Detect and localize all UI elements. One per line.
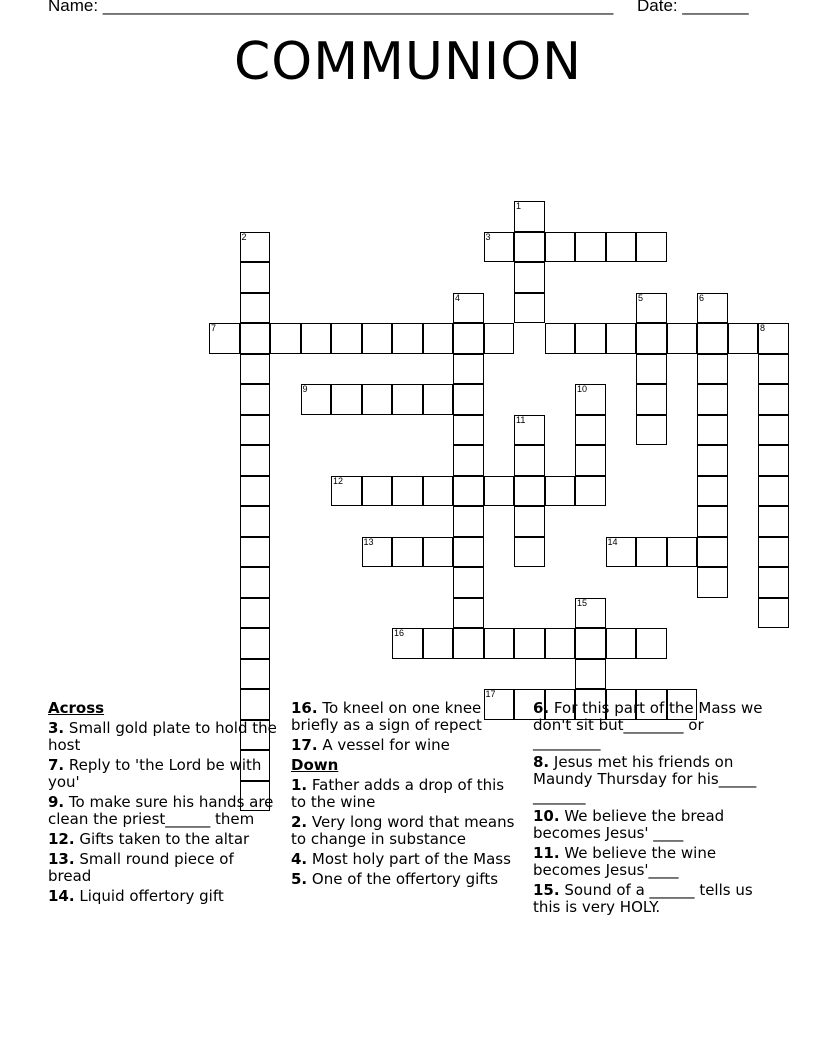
grid-cell[interactable] <box>575 232 606 263</box>
grid-cell[interactable] <box>514 232 545 263</box>
clue-down-10: 10. We believe the bread becomes Jesus' ____ <box>533 807 725 842</box>
grid-cell[interactable] <box>697 415 728 446</box>
grid-cell[interactable] <box>545 323 576 354</box>
clue-number: 13 <box>363 536 374 547</box>
clue-number: 12 <box>333 475 344 486</box>
grid-cell[interactable] <box>362 384 393 415</box>
grid-cell[interactable] <box>270 323 301 354</box>
clue-down-6: 6. For this part of the Mass we don't sit but________ or _________ <box>533 699 763 751</box>
grid-cell[interactable] <box>453 598 484 629</box>
grid-cell[interactable] <box>758 415 789 446</box>
grid-cell[interactable] <box>453 354 484 385</box>
grid-cell[interactable] <box>575 659 606 690</box>
grid-cell[interactable] <box>453 567 484 598</box>
date-line[interactable]: _______ <box>682 0 749 15</box>
grid-cell[interactable] <box>240 567 271 598</box>
grid-cell[interactable] <box>240 506 271 537</box>
grid-cell[interactable] <box>636 323 667 354</box>
grid-cell[interactable] <box>484 323 515 354</box>
grid-cell[interactable] <box>453 293 484 324</box>
grid-cell[interactable] <box>484 232 515 263</box>
grid-cell[interactable] <box>758 384 789 415</box>
clue-down-15: 15. Sound of a ______ tells us this is very HOLY. <box>533 881 753 916</box>
clue-number: 2 <box>241 231 247 242</box>
grid-cell[interactable] <box>667 323 698 354</box>
grid-cell[interactable] <box>362 476 393 507</box>
grid-cell[interactable] <box>240 476 271 507</box>
grid-cell[interactable] <box>423 384 454 415</box>
grid-cell[interactable] <box>240 659 271 690</box>
grid-cell[interactable] <box>484 476 515 507</box>
grid-cell[interactable] <box>240 232 271 263</box>
grid-cell[interactable] <box>514 628 545 659</box>
grid-cell[interactable] <box>331 384 362 415</box>
grid-cell[interactable] <box>423 476 454 507</box>
clue-number: 15 <box>577 597 588 608</box>
grid-cell[interactable] <box>697 445 728 476</box>
grid-cell[interactable] <box>575 476 606 507</box>
grid-cell[interactable] <box>240 628 271 659</box>
grid-cell[interactable] <box>758 323 789 354</box>
clue-column-3 <box>533 700 765 919</box>
grid-cell[interactable] <box>697 567 728 598</box>
clue-number: 6 <box>699 292 705 303</box>
grid-cell[interactable] <box>697 293 728 324</box>
grid-cell[interactable] <box>758 445 789 476</box>
clue-column-1 <box>48 700 280 908</box>
clue-down-2: 2. Very long word that means to change in substance <box>291 813 515 848</box>
grid-cell[interactable] <box>453 445 484 476</box>
grid-cell[interactable] <box>240 323 271 354</box>
clue-column-2 <box>291 700 523 891</box>
clue-across-14: 14. Liquid offertory gift <box>48 887 224 905</box>
name-line[interactable]: ______________________________________________________ <box>102 0 614 15</box>
grid-cell[interactable] <box>758 598 789 629</box>
clue-number: 4 <box>455 292 461 303</box>
clue-number: 3 <box>485 231 491 242</box>
grid-cell[interactable] <box>606 537 637 568</box>
clue-number: 5 <box>638 292 644 303</box>
grid-cell[interactable] <box>697 323 728 354</box>
grid-cell[interactable] <box>758 506 789 537</box>
grid-cell[interactable] <box>514 506 545 537</box>
grid-cell[interactable] <box>697 354 728 385</box>
clue-number: 17 <box>485 689 496 699</box>
grid-cell[interactable] <box>392 537 423 568</box>
grid-cell[interactable] <box>575 384 606 415</box>
grid-cell[interactable] <box>240 262 271 293</box>
grid-cell[interactable] <box>697 384 728 415</box>
clue-down-11: 11. We believe the wine becomes Jesus'____ <box>533 844 717 879</box>
grid-cell[interactable] <box>423 628 454 659</box>
clue-number: 10 <box>577 384 588 394</box>
grid-cell[interactable] <box>575 415 606 446</box>
grid-cell[interactable] <box>423 537 454 568</box>
grid-cell[interactable] <box>728 323 759 354</box>
grid-cell[interactable] <box>545 232 576 263</box>
grid-cell[interactable] <box>423 323 454 354</box>
grid-cell[interactable] <box>758 354 789 385</box>
grid-cell[interactable] <box>301 384 332 415</box>
clue-down-8: 8. Jesus met his friends on Maundy Thursday for his_____ _______ <box>533 753 757 805</box>
across-heading: Across <box>48 699 105 717</box>
grid-cell[interactable] <box>453 323 484 354</box>
grid-cell[interactable] <box>331 323 362 354</box>
clue-across-3: 3. Small gold plate to hold the host <box>48 719 277 754</box>
grid-cell[interactable] <box>240 415 271 446</box>
grid-cell[interactable] <box>301 323 332 354</box>
grid-cell[interactable] <box>209 323 240 354</box>
clue-number: 8 <box>760 323 766 333</box>
grid-cell[interactable] <box>362 537 393 568</box>
clue-across-7: 7. Reply to 'the Lord be with you' <box>48 756 262 791</box>
grid-cell[interactable] <box>392 628 423 659</box>
name-label: Name: <box>48 0 99 15</box>
grid-cell[interactable] <box>575 445 606 476</box>
grid-cell[interactable] <box>758 476 789 507</box>
grid-cell[interactable] <box>362 323 393 354</box>
grid-cell[interactable] <box>453 628 484 659</box>
page-title: COMMUNION <box>233 32 583 92</box>
clue-across-17: 17. A vessel for wine <box>291 736 450 754</box>
grid-cell[interactable] <box>636 415 667 446</box>
clue-number: 14 <box>607 536 618 547</box>
clue-number: 9 <box>302 384 308 394</box>
grid-cell[interactable] <box>514 476 545 507</box>
grid-cell[interactable] <box>636 354 667 385</box>
grid-cell[interactable] <box>514 201 545 232</box>
grid-cell[interactable] <box>392 384 423 415</box>
clue-number: 11 <box>516 414 526 425</box>
grid-cell[interactable] <box>453 506 484 537</box>
grid-cell[interactable] <box>636 384 667 415</box>
grid-cell[interactable] <box>392 323 423 354</box>
grid-cell[interactable] <box>240 537 271 568</box>
grid-cell[interactable] <box>575 628 606 659</box>
grid-cell[interactable] <box>514 293 545 324</box>
clue-across-12: 12. Gifts taken to the altar <box>48 830 250 848</box>
clue-down-1: 1. Father adds a drop of this to the wine <box>291 776 505 811</box>
grid-cell[interactable] <box>575 598 606 629</box>
grid-cell[interactable] <box>606 232 637 263</box>
grid-cell[interactable] <box>758 537 789 568</box>
grid-cell[interactable] <box>453 537 484 568</box>
grid-cell[interactable] <box>545 476 576 507</box>
grid-cell[interactable] <box>636 293 667 324</box>
grid-cell[interactable] <box>545 628 576 659</box>
grid-cell[interactable] <box>606 628 637 659</box>
grid-cell[interactable] <box>453 415 484 446</box>
grid-cell[interactable] <box>484 628 515 659</box>
clue-across-13: 13. Small round piece of bread <box>48 850 234 885</box>
clue-across-9: 9. To make sure his hands are clean the priest______ them <box>48 793 274 828</box>
grid-cell[interactable] <box>636 628 667 659</box>
clue-across-16: 16. To kneel on one knee briefly as a sign of repect <box>291 699 482 734</box>
grid-cell[interactable] <box>575 323 606 354</box>
grid-cell[interactable] <box>606 323 637 354</box>
grid-cell[interactable] <box>240 598 271 629</box>
grid-cell[interactable] <box>514 262 545 293</box>
down-heading: Down <box>291 756 339 774</box>
grid-cell[interactable] <box>697 537 728 568</box>
grid-cell[interactable] <box>514 415 545 446</box>
grid-cell[interactable] <box>392 476 423 507</box>
clue-number: 7 <box>211 323 217 333</box>
grid-cell[interactable] <box>240 445 271 476</box>
grid-cell[interactable] <box>667 537 698 568</box>
clue-down-4: 4. Most holy part of the Mass <box>291 850 511 868</box>
grid-cell[interactable] <box>453 384 484 415</box>
grid-cell[interactable] <box>514 445 545 476</box>
grid-cell[interactable] <box>697 506 728 537</box>
grid-cell[interactable] <box>758 567 789 598</box>
grid-cell[interactable] <box>697 476 728 507</box>
grid-cell[interactable] <box>331 476 362 507</box>
grid-cell[interactable] <box>240 384 271 415</box>
grid-cell[interactable] <box>636 232 667 263</box>
grid-cell[interactable] <box>453 476 484 507</box>
grid-cell[interactable] <box>636 537 667 568</box>
clue-down-5: 5. One of the offertory gifts <box>291 870 499 888</box>
grid-cell[interactable] <box>514 537 545 568</box>
grid-cell[interactable] <box>240 293 271 324</box>
clue-number: 16 <box>394 628 405 638</box>
grid-cell[interactable] <box>240 354 271 385</box>
clue-number: 1 <box>516 201 522 211</box>
date-label: Date: <box>637 0 678 15</box>
